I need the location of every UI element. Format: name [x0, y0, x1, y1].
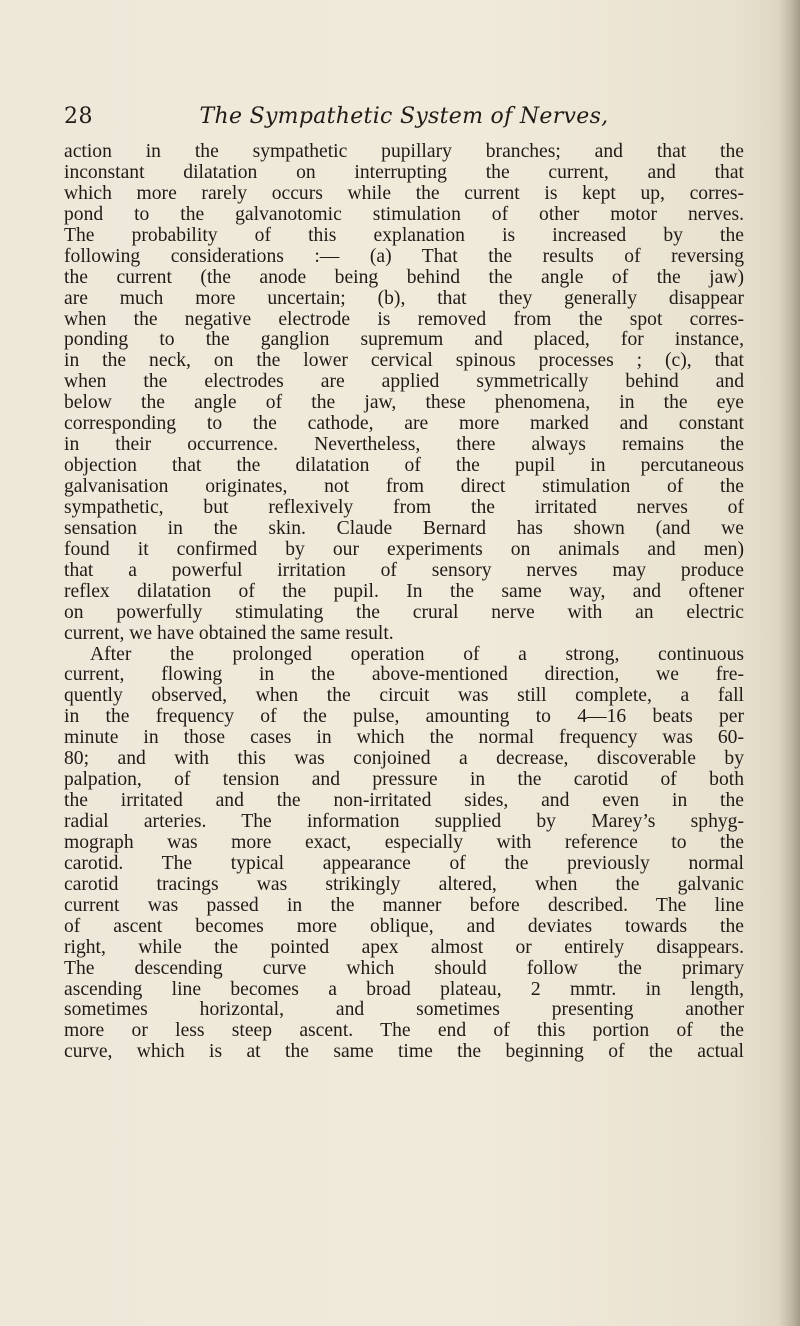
text-line: right, while the pointed apex almost or entirely disappears. — [64, 937, 744, 958]
text-line: on powerfully stimulating the crural nerve with an electric — [64, 602, 744, 623]
text-line: of ascent becomes more oblique, and deviates towards the — [64, 916, 744, 937]
text-line: ponding to the ganglion supremum and placed, for instance, — [64, 330, 744, 351]
text-line: galvanisation originates, not from direct stimulation of the — [64, 477, 744, 497]
text-line: are much more uncertain; (b), that they generally disappear — [64, 288, 744, 309]
text-line: The probability of this explanation is increased by the — [64, 225, 744, 246]
text-line: in the frequency of the pulse, amounting to 4—16 beats per — [64, 707, 744, 728]
text-line: which more rarely occurs while the current is kept up, corres- — [64, 183, 744, 204]
text-line: in the neck, on the lower cervical spinous processes ; (c), that — [64, 351, 744, 372]
text-line: corresponding to the cathode, are more marked and constant — [64, 414, 744, 435]
text-line: 80; and with this was conjoined a decrease, discoverable by — [64, 749, 744, 770]
text-line: The descending curve which should follow the primary — [64, 958, 744, 979]
text-line: palpation, of tension and pressure in the carotid of both — [64, 770, 744, 791]
text-line: in their occurrence. Nevertheless, there always remains the — [64, 435, 744, 456]
text-line: when the electrodes are applied symmetrically behind and — [64, 372, 744, 393]
text-line: curve, which is at the same time the beginning of the actual — [64, 1042, 744, 1063]
text-line: sometimes horizontal, and sometimes presenting another — [64, 1000, 744, 1021]
text-line: more or less steep ascent. The end of this portion of the — [64, 1021, 744, 1042]
text-line: After the prolonged operation of a strong, continuous — [90, 644, 744, 665]
text-line: carotid. The typical appearance of the previously normal — [64, 853, 744, 874]
text-line: action in the sympathetic pupillary branches; and that the — [64, 142, 744, 162]
text-line: reflex dilatation of the pupil. In the same way, and oftener — [64, 581, 744, 602]
text-line: the current (the anode being behind the angle of the jaw) — [64, 267, 744, 288]
text-line: that a powerful irritation of sensory nerves may produce — [64, 560, 744, 581]
text-line: current was passed in the manner before described. The line — [64, 895, 744, 916]
running-title: The Sympathetic System of Nerves, — [199, 104, 609, 129]
text-line: pond to the galvanotomic stimulation of other motor nerves. — [64, 204, 744, 225]
text-line: mograph was more exact, especially with reference to the — [64, 832, 744, 853]
page-header — [64, 104, 744, 138]
text-line: below the angle of the jaw, these phenomena, in the eye — [64, 393, 744, 414]
text-line: objection that the dilatation of the pupil in percutaneous — [64, 456, 744, 477]
text-line: quently observed, when the circuit was still complete, a fall — [64, 686, 744, 707]
text-line: minute in those cases in which the normal frequency was 60- — [64, 728, 744, 749]
text-line: found it confirmed by our experiments on animals and men) — [64, 539, 744, 560]
text-line: following considerations :— (a) That the results of reversing — [64, 246, 744, 267]
text-line: ascending line becomes a broad plateau, 2 mmtr. in length, — [64, 979, 744, 1000]
text-line: inconstant dilatation on interrupting the current, and that — [64, 162, 744, 183]
text-line: when the negative electrode is removed from the spot corres- — [64, 309, 744, 330]
gutter-shadow — [778, 0, 800, 1326]
text-line: sensation in the skin. Claude Bernard has shown (and we — [64, 518, 744, 539]
text-line: current, we have obtained the same result. — [64, 623, 394, 644]
text-line: carotid tracings was strikingly altered, when the galvanic — [64, 874, 744, 895]
text-line: sympathetic, but reflexively from the irritated nerves of — [64, 497, 744, 518]
page-number: 28 — [64, 104, 93, 129]
text-line: radial arteries. The information supplied by Marey’s sphyg- — [64, 812, 744, 832]
body-text — [64, 142, 744, 1063]
text-line: the irritated and the non-irritated sides, and even in the — [64, 791, 744, 812]
text-line: current, flowing in the above-mentioned direction, we fre- — [64, 665, 744, 686]
